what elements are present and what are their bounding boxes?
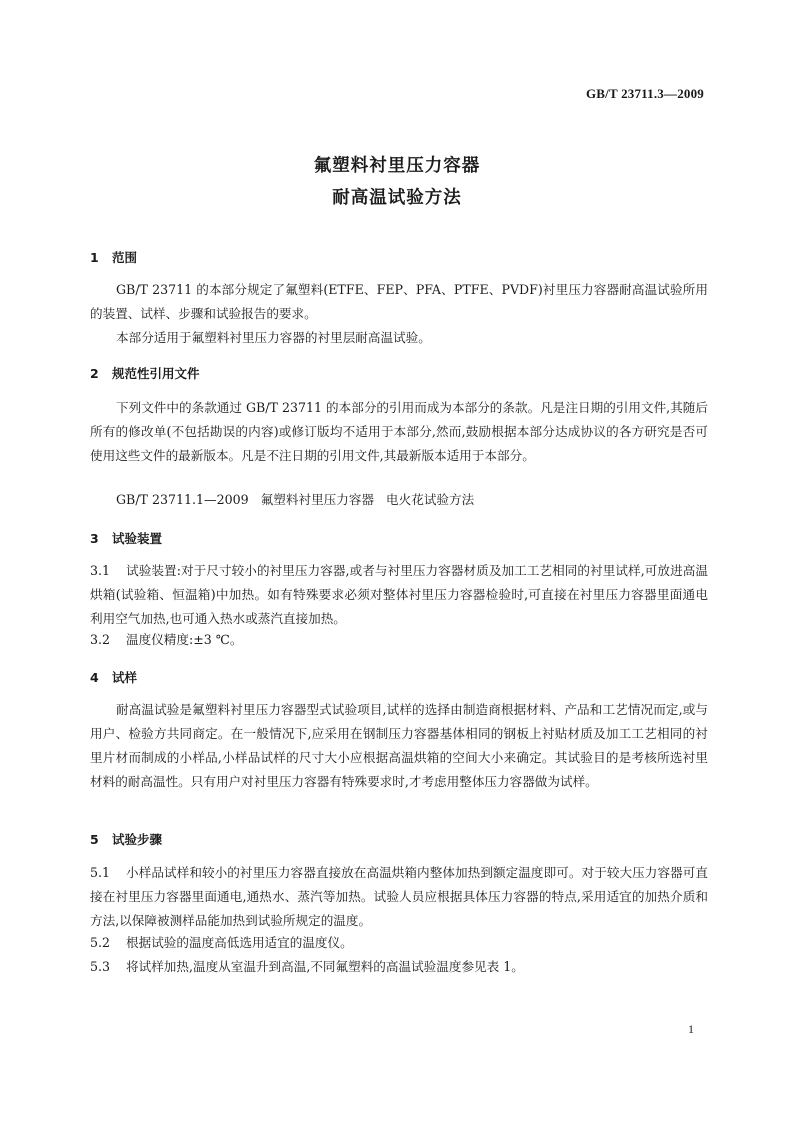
section-number: 1 <box>90 250 99 265</box>
section-title: 试验装置 <box>112 531 163 546</box>
section-heading-specimen <box>90 668 137 686</box>
paragraph-scope-1: GB/T 23711 的本部分规定了氟塑料(ETFE、FEP、PFA、PTFE、PVDF)衬里压力容器耐高温试验所用的装置、试样、步骤和试验报告的要求。 <box>90 282 708 321</box>
section-number: 2 <box>90 366 99 381</box>
section-title: 试验步骤 <box>112 832 163 847</box>
clause-text: 温度仪精度:±3 ℃。 <box>126 632 243 647</box>
clause-text: 试验装置:对于尺寸较小的衬里压力容器,或者与衬里压力容器材质及加工工艺相同的衬里试样,可放进高温烘箱(试验箱、恒温箱)中加热。如有特殊要求必须对整体衬里压力容器检验时,可直接在衬里压力容器里面通电利用空气加热,也可通入热水或蒸汽直接加热。 <box>90 563 708 626</box>
clause-5-1 <box>90 861 708 933</box>
clause-3-1 <box>90 559 708 631</box>
clause-number: 5.2 <box>90 935 111 950</box>
clause-number: 5.1 <box>90 865 111 880</box>
clause-text: 将试样加热,温度从室温升到高温,不同氟塑料的高温试验温度参见表 1。 <box>126 959 524 974</box>
section-number: 5 <box>90 832 99 847</box>
clause-5-3 <box>90 955 708 979</box>
clause-text: 小样品试样和较小的衬里压力容器直接放在高温烘箱内整体加热到额定温度即可。对于较大压力容器可直接在衬里压力容器里面通电,通热水、蒸汽等加热。试验人员应根据具体压力容器的特点,采用适宜的加热介质和方法,以保障被测样品能加热到试验所规定的温度。 <box>90 865 708 928</box>
section-title: 试样 <box>112 670 138 685</box>
clause-text: 根据试验的温度高低选用适宜的温度仪。 <box>126 935 353 950</box>
clause-number: 3.1 <box>90 563 111 578</box>
section-heading-apparatus <box>90 529 162 547</box>
section-heading-procedure <box>90 830 162 848</box>
clause-3-2 <box>90 628 708 652</box>
clause-5-2 <box>90 931 708 955</box>
document-title-line1: 氟塑料衬里压力容器 <box>313 156 481 176</box>
section-number: 3 <box>90 531 99 546</box>
paragraph-scope-2: 本部分适用于氟塑料衬里压力容器的衬里层耐高温试验。 <box>116 330 431 345</box>
page-number: 1 <box>688 1022 694 1036</box>
clause-number: 3.2 <box>90 632 111 647</box>
clause-number: 5.3 <box>90 959 111 974</box>
section-number: 4 <box>90 670 99 685</box>
paragraph-specimen: 耐高温试验是氟塑料衬里压力容器型式试验项目,试样的选择由制造商根据材料、产品和工艺情况而定,或与用户、检验方共同商定。在一般情况下,应采用在钢制压力容器基体相同的钢板上衬贴材质及加工工艺相同的衬里片材而制成的小样品,小样品试样的尺寸大小应根据高温烘箱的空间大小来确定。其试验目的是考核所选衬里材料的耐高温性。只有用户对衬里压力容器有特殊要求时,才考虑用整体压力容器做为试样。 <box>90 702 708 789</box>
document-title-line2: 耐高温试验方法 <box>332 188 462 208</box>
section-title: 范围 <box>112 250 138 265</box>
section-heading-scope <box>90 248 137 266</box>
reference-entry: GB/T 23711.1—2009 氟塑料衬里压力容器 电火花试验方法 <box>116 492 475 507</box>
standard-code: GB/T 23711.3—2009 <box>585 86 704 101</box>
section-heading-normative-references <box>90 364 200 382</box>
section-title: 规范性引用文件 <box>112 366 200 381</box>
paragraph-references: 下列文件中的条款通过 GB/T 23711 的本部分的引用而成为本部分的条款。凡是注日期的引用文件,其随后所有的修改单(不包括勘误的内容)或修订版均不适用于本部分,然而,鼓励根据本部分达成协议的各方研究是否可使用这些文件的最新版本。凡是不注日期的引用文件,其最新版本适用于本部分。 <box>90 400 708 463</box>
